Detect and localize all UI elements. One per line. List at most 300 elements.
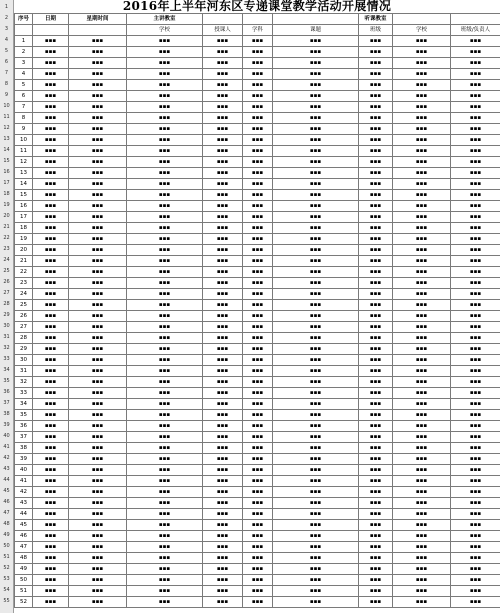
table-cell: ▪▪▪ [33, 553, 69, 564]
table-cell: 16 [15, 201, 33, 212]
table-cell: ▪▪▪ [69, 322, 127, 333]
table-cell: ▪▪▪ [359, 344, 393, 355]
table-cell: 51 [15, 586, 33, 597]
row-number: 47 [3, 510, 10, 516]
table-cell: ▪▪▪ [33, 333, 69, 344]
table-cell: ▪▪▪ [451, 465, 500, 476]
table-cell: ▪▪▪ [359, 410, 393, 421]
table-cell: ▪▪▪ [127, 465, 203, 476]
table-cell: ▪▪▪ [393, 476, 451, 487]
table-cell: 3 [15, 58, 33, 69]
table-cell: ▪▪▪ [273, 377, 359, 388]
table-cell: ▪▪▪ [243, 586, 273, 597]
table-cell: ▪▪▪ [273, 432, 359, 443]
row-number: 23 [3, 246, 10, 252]
table-cell: 45 [15, 520, 33, 531]
table-cell: 26 [15, 311, 33, 322]
table-cell: ▪▪▪ [243, 157, 273, 168]
table-cell: ▪▪▪ [127, 179, 203, 190]
table-cell: ▪▪▪ [359, 322, 393, 333]
table-row [15, 355, 500, 366]
table-cell: ▪▪▪ [243, 212, 273, 223]
table-cell: 6 [15, 91, 33, 102]
table-cell: ▪▪▪ [273, 443, 359, 454]
table-cell: ▪▪▪ [127, 135, 203, 146]
table-cell: ▪▪▪ [273, 113, 359, 124]
table-cell: ▪▪▪ [33, 91, 69, 102]
table-cell: ▪▪▪ [203, 454, 243, 465]
table-cell: ▪▪▪ [203, 410, 243, 421]
row-number: 11 [3, 114, 10, 120]
table-cell: ▪▪▪ [243, 388, 273, 399]
row-number: 51 [3, 554, 10, 560]
table-cell: ▪▪▪ [273, 80, 359, 91]
table-cell: ▪▪▪ [243, 520, 273, 531]
table-cell: ▪▪▪ [451, 432, 500, 443]
table-cell: ▪▪▪ [273, 322, 359, 333]
header-cell: 星期时间 [69, 14, 127, 25]
row-number: 7 [4, 70, 9, 76]
table-cell: ▪▪▪ [127, 190, 203, 201]
table-cell: ▪▪▪ [203, 344, 243, 355]
table-cell: 44 [15, 509, 33, 520]
table-cell: ▪▪▪ [243, 91, 273, 102]
table-cell: ▪▪▪ [33, 432, 69, 443]
table-cell: ▪▪▪ [243, 190, 273, 201]
table-cell: ▪▪▪ [273, 36, 359, 47]
table-cell: ▪▪▪ [393, 256, 451, 267]
row-number: 46 [3, 499, 10, 505]
table-cell: 36 [15, 421, 33, 432]
table-row [15, 179, 500, 190]
row-number: 15 [3, 158, 10, 164]
table-cell: ▪▪▪ [127, 102, 203, 113]
table-cell: ▪▪▪ [33, 520, 69, 531]
table-cell: ▪▪▪ [359, 553, 393, 564]
table-cell: ▪▪▪ [393, 597, 451, 608]
table-cell: ▪▪▪ [393, 454, 451, 465]
table-cell: 38 [15, 443, 33, 454]
table-cell: ▪▪▪ [203, 124, 243, 135]
table-cell: ▪▪▪ [393, 113, 451, 124]
table-cell: ▪▪▪ [451, 311, 500, 322]
table-row [15, 388, 500, 399]
table-cell: ▪▪▪ [243, 256, 273, 267]
table-cell: ▪▪▪ [127, 245, 203, 256]
table-cell: ▪▪▪ [243, 410, 273, 421]
table-cell: ▪▪▪ [69, 267, 127, 278]
table-cell: ▪▪▪ [203, 531, 243, 542]
table-row [15, 91, 500, 102]
table-cell: ▪▪▪ [273, 69, 359, 80]
table-cell: ▪▪▪ [127, 542, 203, 553]
row-number: 42 [3, 455, 10, 461]
table-cell: ▪▪▪ [203, 69, 243, 80]
table-cell: ▪▪▪ [451, 531, 500, 542]
row-number: 25 [3, 268, 10, 274]
row-number: 49 [3, 532, 10, 538]
table-row [15, 311, 500, 322]
table-cell: ▪▪▪ [127, 311, 203, 322]
table-cell: ▪▪▪ [393, 267, 451, 278]
table-row [15, 531, 500, 542]
table-cell: ▪▪▪ [451, 234, 500, 245]
table-cell: ▪▪▪ [451, 113, 500, 124]
table-cell: ▪▪▪ [243, 498, 273, 509]
table-cell: ▪▪▪ [393, 36, 451, 47]
table-cell: 8 [15, 113, 33, 124]
table-cell: ▪▪▪ [243, 421, 273, 432]
table-cell: ▪▪▪ [243, 311, 273, 322]
table-cell: ▪▪▪ [69, 597, 127, 608]
table-cell: ▪▪▪ [243, 355, 273, 366]
table-cell: ▪▪▪ [451, 355, 500, 366]
row-number: 40 [3, 433, 10, 439]
table-cell: ▪▪▪ [203, 553, 243, 564]
header-cell: 听课教室 [359, 14, 393, 25]
table-cell: ▪▪▪ [359, 278, 393, 289]
row-number: 26 [3, 279, 10, 285]
row-number: 18 [3, 191, 10, 197]
table-cell: ▪▪▪ [359, 47, 393, 58]
table-cell: 15 [15, 190, 33, 201]
table-cell: ▪▪▪ [33, 245, 69, 256]
table-cell: ▪▪▪ [33, 564, 69, 575]
table-cell: ▪▪▪ [243, 366, 273, 377]
table-cell: 23 [15, 278, 33, 289]
table-cell: ▪▪▪ [359, 333, 393, 344]
table-cell: ▪▪▪ [243, 487, 273, 498]
table-cell: ▪▪▪ [393, 190, 451, 201]
table-cell: ▪▪▪ [127, 278, 203, 289]
subheader-row [15, 25, 500, 36]
table-cell: ▪▪▪ [273, 267, 359, 278]
table-cell: ▪▪▪ [451, 102, 500, 113]
table-cell: ▪▪▪ [33, 256, 69, 267]
table-cell: ▪▪▪ [203, 135, 243, 146]
row-number: 45 [3, 488, 10, 494]
table-row [15, 575, 500, 586]
table-cell: ▪▪▪ [359, 465, 393, 476]
table-row [15, 36, 500, 47]
table-cell: ▪▪▪ [451, 201, 500, 212]
table-cell: ▪▪▪ [393, 80, 451, 91]
table-row [15, 410, 500, 421]
table-cell: ▪▪▪ [33, 135, 69, 146]
table-cell: ▪▪▪ [33, 190, 69, 201]
table-row [15, 542, 500, 553]
table-row [15, 520, 500, 531]
table-cell: ▪▪▪ [69, 311, 127, 322]
row-number: 55 [3, 598, 10, 604]
table-cell: ▪▪▪ [127, 366, 203, 377]
table-cell: 40 [15, 465, 33, 476]
table-cell: ▪▪▪ [33, 344, 69, 355]
table-cell: 41 [15, 476, 33, 487]
table-row [15, 476, 500, 487]
table-cell: ▪▪▪ [69, 190, 127, 201]
table-row [15, 509, 500, 520]
table-cell: ▪▪▪ [127, 531, 203, 542]
table-cell: ▪▪▪ [127, 454, 203, 465]
subheader-cell: 授课人 [203, 25, 243, 36]
table-cell: ▪▪▪ [243, 542, 273, 553]
table-cell: ▪▪▪ [273, 399, 359, 410]
table-cell: ▪▪▪ [33, 443, 69, 454]
table-cell: ▪▪▪ [33, 289, 69, 300]
header-cell [203, 14, 243, 25]
table-cell: ▪▪▪ [359, 234, 393, 245]
table-cell: ▪▪▪ [33, 58, 69, 69]
table-cell: ▪▪▪ [127, 212, 203, 223]
table-cell: ▪▪▪ [359, 36, 393, 47]
table-cell: ▪▪▪ [273, 421, 359, 432]
table-cell: ▪▪▪ [393, 157, 451, 168]
table-cell: ▪▪▪ [127, 58, 203, 69]
header-cell [451, 14, 500, 25]
table-cell: ▪▪▪ [203, 597, 243, 608]
table-row [15, 498, 500, 509]
row-number: 34 [3, 367, 10, 373]
table-cell: ▪▪▪ [203, 355, 243, 366]
table-cell: ▪▪▪ [273, 476, 359, 487]
table-cell: ▪▪▪ [393, 432, 451, 443]
row-number: 48 [3, 521, 10, 527]
table-cell: ▪▪▪ [127, 267, 203, 278]
table-cell: ▪▪▪ [393, 322, 451, 333]
table-cell: ▪▪▪ [69, 553, 127, 564]
table-cell: ▪▪▪ [359, 476, 393, 487]
table-cell: ▪▪▪ [359, 168, 393, 179]
row-number: 28 [3, 301, 10, 307]
table-cell: 2 [15, 47, 33, 58]
table-cell: ▪▪▪ [127, 333, 203, 344]
table-cell: ▪▪▪ [359, 366, 393, 377]
table-cell: ▪▪▪ [243, 443, 273, 454]
table-row [15, 289, 500, 300]
table-cell: ▪▪▪ [69, 355, 127, 366]
table-cell: ▪▪▪ [273, 289, 359, 300]
table-cell: ▪▪▪ [69, 124, 127, 135]
table-cell: ▪▪▪ [359, 542, 393, 553]
table-cell: ▪▪▪ [203, 190, 243, 201]
table-cell: 12 [15, 157, 33, 168]
table-cell: ▪▪▪ [203, 146, 243, 157]
table-cell: ▪▪▪ [359, 256, 393, 267]
subheader-cell: 班级 [359, 25, 393, 36]
table-cell: ▪▪▪ [273, 157, 359, 168]
table-cell: ▪▪▪ [273, 542, 359, 553]
table-cell: ▪▪▪ [127, 575, 203, 586]
table-cell: ▪▪▪ [393, 410, 451, 421]
table-cell: ▪▪▪ [451, 344, 500, 355]
table-cell: 10 [15, 135, 33, 146]
table-cell: 21 [15, 256, 33, 267]
table-cell: 7 [15, 102, 33, 113]
table-cell: ▪▪▪ [69, 278, 127, 289]
table-cell: 32 [15, 377, 33, 388]
table-cell: ▪▪▪ [69, 432, 127, 443]
table-cell: ▪▪▪ [359, 443, 393, 454]
table-cell: ▪▪▪ [451, 553, 500, 564]
table-cell: ▪▪▪ [33, 124, 69, 135]
table-cell: ▪▪▪ [359, 190, 393, 201]
table-row [15, 234, 500, 245]
table-cell: ▪▪▪ [393, 69, 451, 80]
table-cell: ▪▪▪ [127, 80, 203, 91]
table-cell: ▪▪▪ [69, 201, 127, 212]
table-cell: ▪▪▪ [243, 201, 273, 212]
table-cell: ▪▪▪ [451, 410, 500, 421]
table-cell: ▪▪▪ [33, 47, 69, 58]
table-cell: ▪▪▪ [243, 399, 273, 410]
table-cell: ▪▪▪ [451, 245, 500, 256]
table-cell: ▪▪▪ [33, 476, 69, 487]
table-row [15, 102, 500, 113]
table-cell: ▪▪▪ [359, 267, 393, 278]
table-cell: ▪▪▪ [359, 179, 393, 190]
table-cell: ▪▪▪ [203, 47, 243, 58]
table-cell: ▪▪▪ [451, 421, 500, 432]
table-cell: ▪▪▪ [127, 289, 203, 300]
table-cell: ▪▪▪ [69, 256, 127, 267]
table-cell: ▪▪▪ [359, 300, 393, 311]
table-cell: ▪▪▪ [359, 432, 393, 443]
table-row [15, 597, 500, 608]
table-cell: ▪▪▪ [69, 465, 127, 476]
table-cell: ▪▪▪ [359, 69, 393, 80]
table-cell: ▪▪▪ [359, 586, 393, 597]
table-cell: ▪▪▪ [69, 487, 127, 498]
table-cell: ▪▪▪ [33, 355, 69, 366]
table-cell: ▪▪▪ [69, 454, 127, 465]
table-cell: ▪▪▪ [359, 157, 393, 168]
table-cell: 42 [15, 487, 33, 498]
table-cell: ▪▪▪ [203, 234, 243, 245]
table-cell: ▪▪▪ [203, 256, 243, 267]
table-cell: ▪▪▪ [359, 509, 393, 520]
table-cell: ▪▪▪ [33, 487, 69, 498]
table-cell: ▪▪▪ [451, 366, 500, 377]
row-number: 43 [3, 466, 10, 472]
table-cell: ▪▪▪ [243, 465, 273, 476]
table-cell: ▪▪▪ [243, 476, 273, 487]
table-cell: ▪▪▪ [69, 531, 127, 542]
table-cell: ▪▪▪ [203, 465, 243, 476]
table-cell: ▪▪▪ [69, 245, 127, 256]
table-cell: ▪▪▪ [203, 58, 243, 69]
table-cell: ▪▪▪ [69, 80, 127, 91]
table-cell: 11 [15, 146, 33, 157]
table-cell: ▪▪▪ [33, 113, 69, 124]
table-row [15, 223, 500, 234]
table-cell: 52 [15, 597, 33, 608]
table-cell: ▪▪▪ [203, 91, 243, 102]
table-cell: ▪▪▪ [127, 377, 203, 388]
table-cell: 17 [15, 212, 33, 223]
table-cell: ▪▪▪ [243, 322, 273, 333]
table-cell: ▪▪▪ [273, 553, 359, 564]
table-cell: ▪▪▪ [127, 168, 203, 179]
row-number: 33 [3, 356, 10, 362]
table-cell: ▪▪▪ [127, 124, 203, 135]
row-number: 30 [3, 323, 10, 329]
table-cell: ▪▪▪ [33, 421, 69, 432]
table-cell: ▪▪▪ [243, 509, 273, 520]
table-cell: ▪▪▪ [393, 311, 451, 322]
table-row [15, 333, 500, 344]
header-cell [393, 14, 451, 25]
table-cell: ▪▪▪ [33, 465, 69, 476]
table-cell: ▪▪▪ [451, 443, 500, 454]
row-number: 32 [3, 345, 10, 351]
table-cell: ▪▪▪ [451, 498, 500, 509]
table-cell: ▪▪▪ [451, 146, 500, 157]
row-number: 5 [4, 48, 9, 54]
table-cell: ▪▪▪ [451, 399, 500, 410]
table-row [15, 377, 500, 388]
table-cell: ▪▪▪ [203, 421, 243, 432]
table-cell: ▪▪▪ [451, 388, 500, 399]
table-cell: ▪▪▪ [69, 344, 127, 355]
table-row [15, 267, 500, 278]
table-cell: ▪▪▪ [69, 498, 127, 509]
table-row [15, 443, 500, 454]
table-cell: ▪▪▪ [273, 234, 359, 245]
table-row [15, 399, 500, 410]
table-cell: ▪▪▪ [393, 498, 451, 509]
table-cell: ▪▪▪ [127, 146, 203, 157]
table-cell: ▪▪▪ [69, 300, 127, 311]
table-cell: ▪▪▪ [359, 487, 393, 498]
table-row [15, 201, 500, 212]
table-cell: ▪▪▪ [243, 575, 273, 586]
table-cell: ▪▪▪ [127, 256, 203, 267]
table-cell: ▪▪▪ [127, 564, 203, 575]
table-cell: ▪▪▪ [203, 267, 243, 278]
table-cell: ▪▪▪ [359, 564, 393, 575]
table-cell: ▪▪▪ [273, 47, 359, 58]
table-cell: ▪▪▪ [359, 80, 393, 91]
table-cell: ▪▪▪ [359, 531, 393, 542]
table-cell: ▪▪▪ [33, 267, 69, 278]
table-cell: ▪▪▪ [273, 388, 359, 399]
table-cell: ▪▪▪ [203, 201, 243, 212]
table-cell: 29 [15, 344, 33, 355]
table-cell: ▪▪▪ [359, 388, 393, 399]
table-row [15, 421, 500, 432]
table-cell: ▪▪▪ [33, 80, 69, 91]
row-number: 3 [4, 26, 9, 32]
table-cell: ▪▪▪ [203, 102, 243, 113]
table-cell: 33 [15, 388, 33, 399]
table-cell: 22 [15, 267, 33, 278]
table-cell: ▪▪▪ [69, 509, 127, 520]
table-cell: ▪▪▪ [359, 102, 393, 113]
row-number: 54 [3, 587, 10, 593]
table-cell: ▪▪▪ [243, 234, 273, 245]
table-cell: ▪▪▪ [451, 520, 500, 531]
table-cell: ▪▪▪ [69, 146, 127, 157]
table-cell: ▪▪▪ [203, 311, 243, 322]
table-cell: ▪▪▪ [69, 113, 127, 124]
table-cell: ▪▪▪ [451, 267, 500, 278]
table-cell: ▪▪▪ [33, 102, 69, 113]
table-cell: ▪▪▪ [69, 47, 127, 58]
header-cell: 日期 [33, 14, 69, 25]
table-cell: ▪▪▪ [127, 520, 203, 531]
table-cell: ▪▪▪ [243, 80, 273, 91]
